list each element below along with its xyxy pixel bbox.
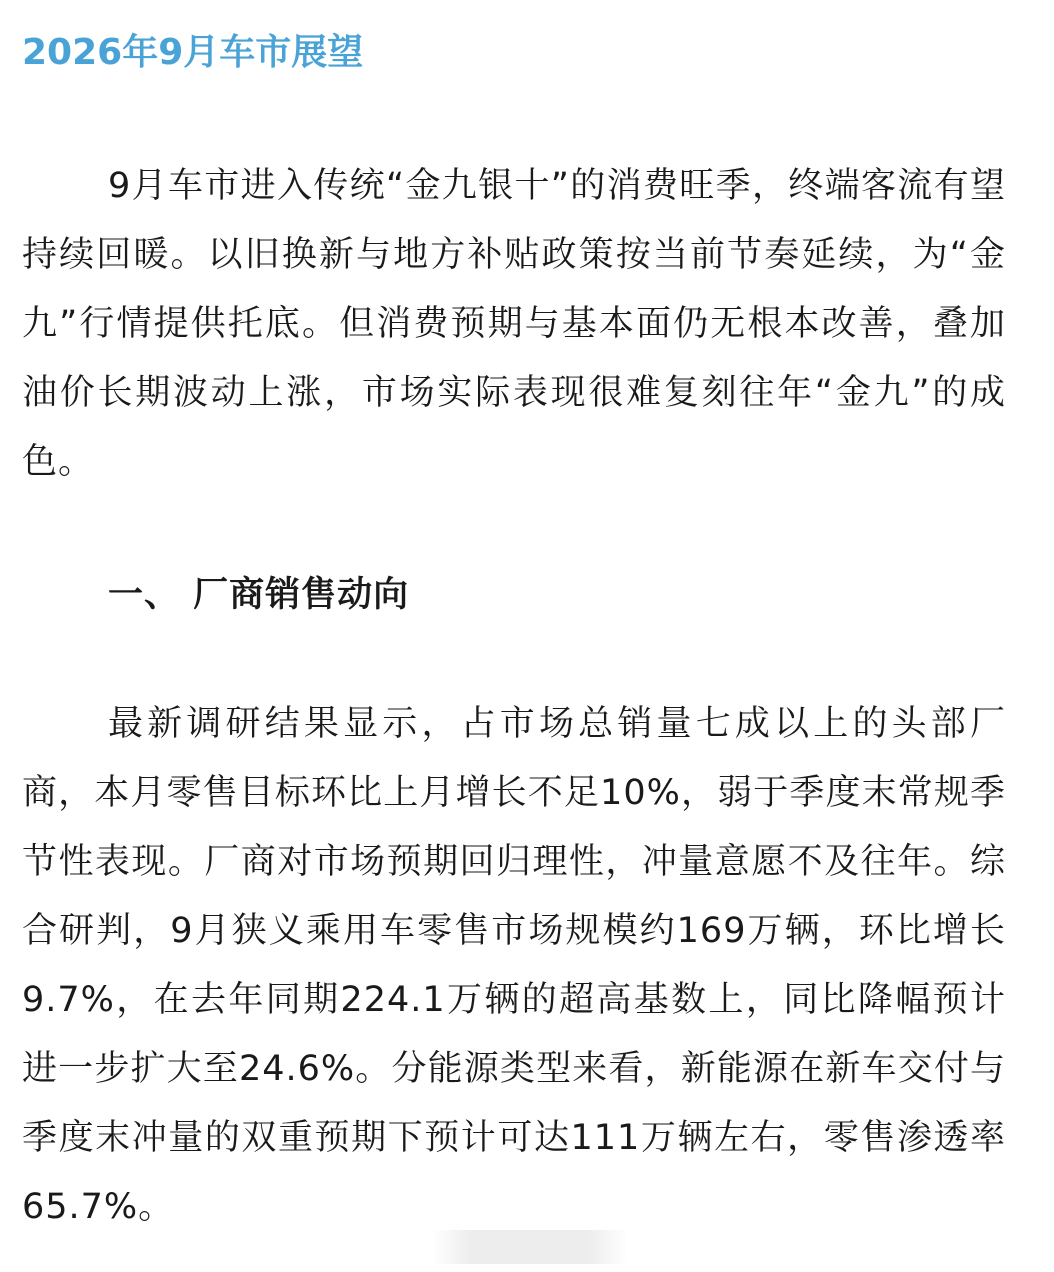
section-heading: 一、 厂商销售动向 [108, 575, 410, 615]
section-paragraph: 最新调研结果显示，占市场总销量七成以上的头部厂商，本月零售目标环比上月增长不足10%，弱于季度末常规季节性表现。厂商对市场预期回归理性，冲量意愿不及往年。综合研判，9月狭义乘用车零售市场规模约169万辆，环比增长9.7%，在去年同期224.1万辆的超高基数上，同比降幅预计进一步扩大至24.6%。分能源类型来看，新能源在新车交付与季度末冲量的双重预期下预计可达111万辆左右，零售渗透率65.7%。 [22, 704, 1006, 1227]
article-title: 2026年9月车市展望 [22, 32, 364, 73]
watermark-overlay [432, 1230, 628, 1264]
intro-paragraph: 9月车市进入传统“金九银十”的消费旺季，终端客流有望持续回暖。以旧换新与地方补贴政策按当前节奏延续，为“金九”行情提供托底。但消费预期与基本面仍无根本改善，叠加油价长期波动上涨，市场实际表现很难复刻往年“金九”的成色。 [22, 166, 1006, 482]
